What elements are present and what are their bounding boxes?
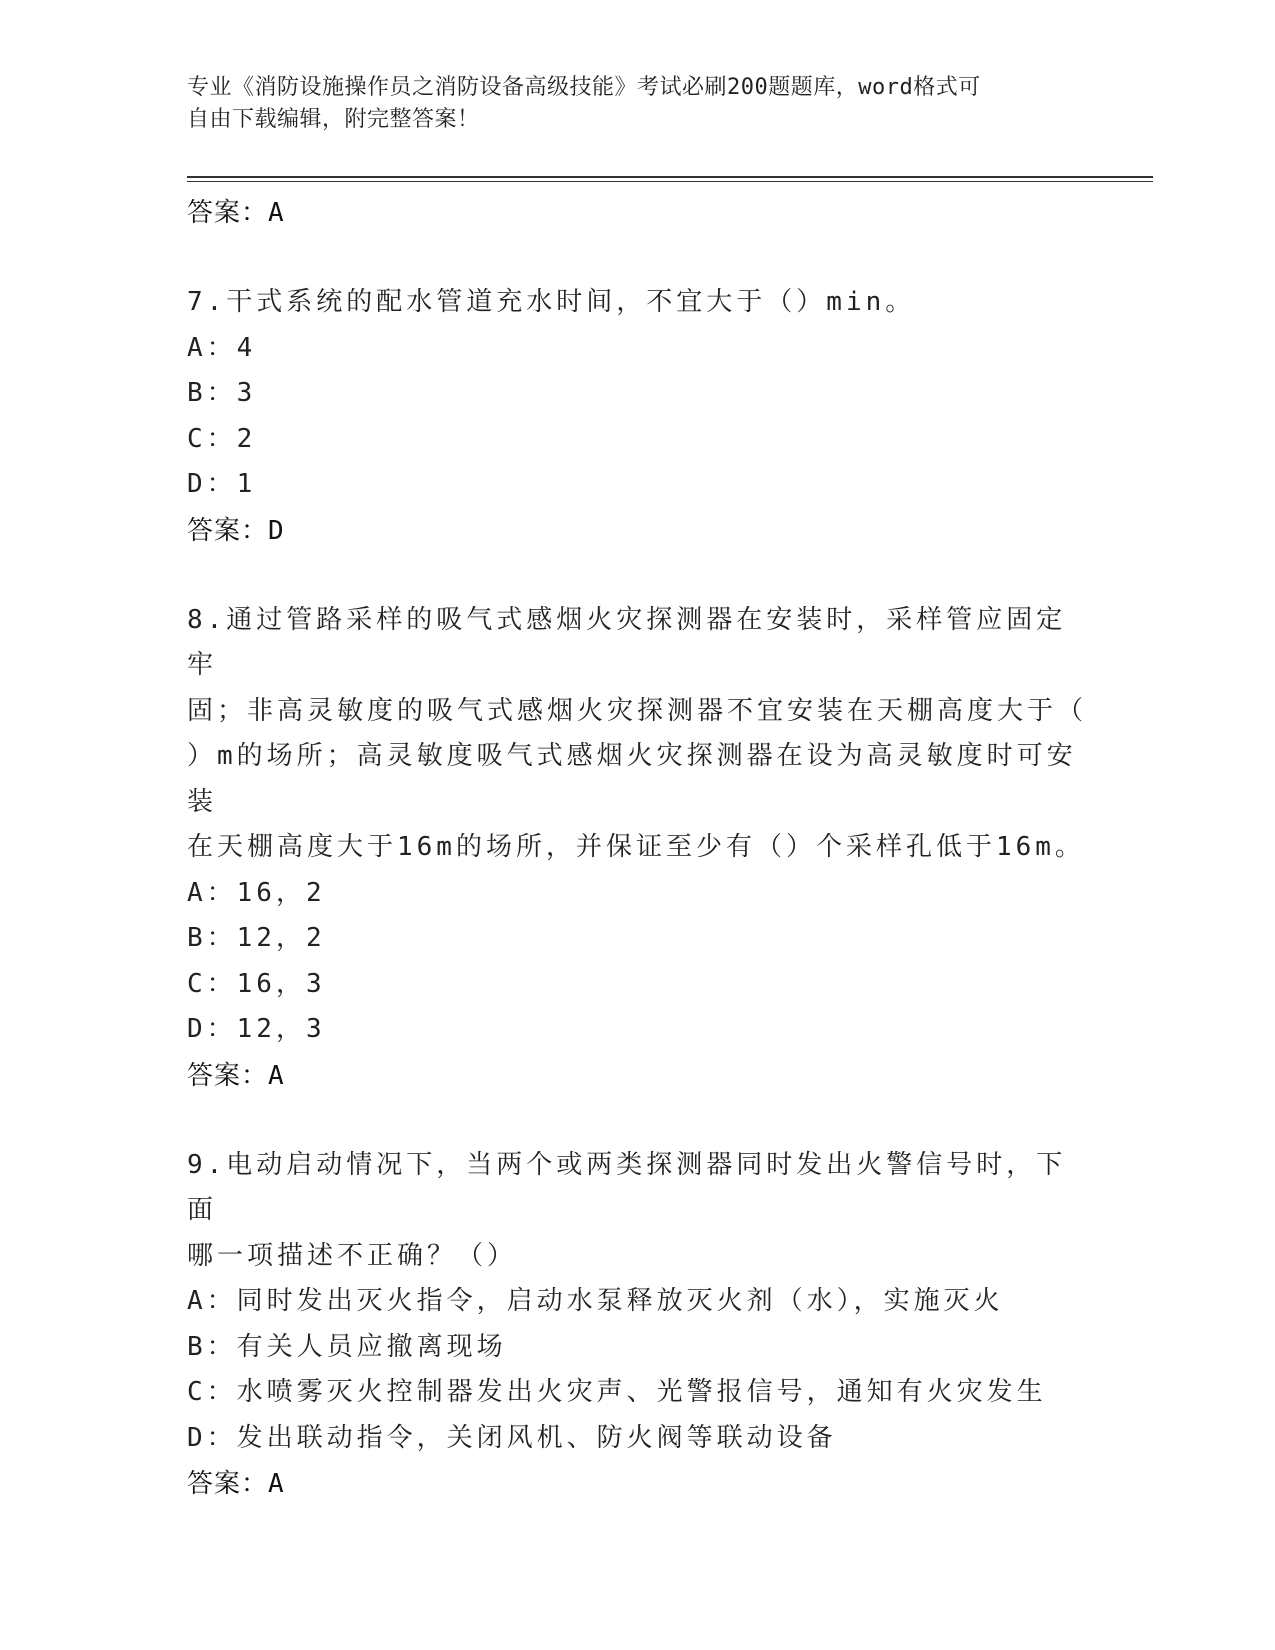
option-c: C：水喷雾灭火控制器发出火灾声、光警报信号，通知有火灾发生 [187, 1377, 1047, 1407]
option-b: B：3 [187, 378, 257, 408]
spacer [187, 554, 1087, 598]
question-text-line: 在天棚高度大于16m的场所，并保证至少有（）个采样孔低于16m。 [187, 832, 1085, 862]
header-divider-thin [187, 181, 1153, 182]
option-a: A：16，2 [187, 877, 326, 908]
question-9 [187, 1143, 1087, 1508]
question-text-line: ）m的场所；高灵敏度吸气式感烟火灾探测器在设为高灵敏度时可安装 [187, 741, 1077, 817]
option-b: B：有关人员应撤离现场 [187, 1331, 507, 1362]
answer: 答案：A [187, 1060, 285, 1091]
question-8 [187, 598, 1087, 1099]
question-list [187, 190, 1087, 1507]
option-c: C：16，3 [187, 968, 326, 999]
question-text-line: 哪一项描述不正确？（） [187, 1240, 518, 1271]
answer: 答案：D [187, 515, 285, 546]
question-text-line: 固；非高灵敏度的吸气式感烟火灾探测器不宜安装在天棚高度大于（ [187, 695, 1088, 726]
header-line-2: 自由下载编辑，附完整答案！ [187, 107, 480, 132]
spacer [187, 236, 1087, 280]
answer: 答案：A [187, 1469, 285, 1499]
question-text-line: 8.通过管路采样的吸气式感烟火灾探测器在安装时，采样管应固定牢 [187, 604, 1067, 680]
previous-answer: 答案：A [187, 198, 285, 228]
question-text-line: 7.干式系统的配水管道充水时间，不宜大于（）min。 [187, 287, 916, 317]
option-d: D：12，3 [187, 1014, 326, 1044]
option-c: C：2 [187, 423, 257, 454]
option-b: B：12，2 [187, 923, 326, 953]
header-line-1: 专业《消防设施操作员之消防设备高级技能》考试必刷200题题库，word格式可 [187, 75, 981, 100]
option-d: D：1 [187, 469, 257, 499]
document-header [187, 72, 1067, 136]
header-divider [187, 176, 1153, 178]
question-text-line: 9.电动启动情况下，当两个或两类探测器同时发出火警信号时，下面 [187, 1149, 1067, 1225]
option-a: A：同时发出灭火指令，启动水泵释放灭火剂（水），实施灭火 [187, 1286, 1004, 1316]
question-7 [187, 280, 1087, 554]
spacer [187, 1099, 1087, 1143]
option-a: A：4 [187, 332, 257, 363]
option-d: D：发出联动指令，关闭风机、防火阀等联动设备 [187, 1422, 837, 1453]
